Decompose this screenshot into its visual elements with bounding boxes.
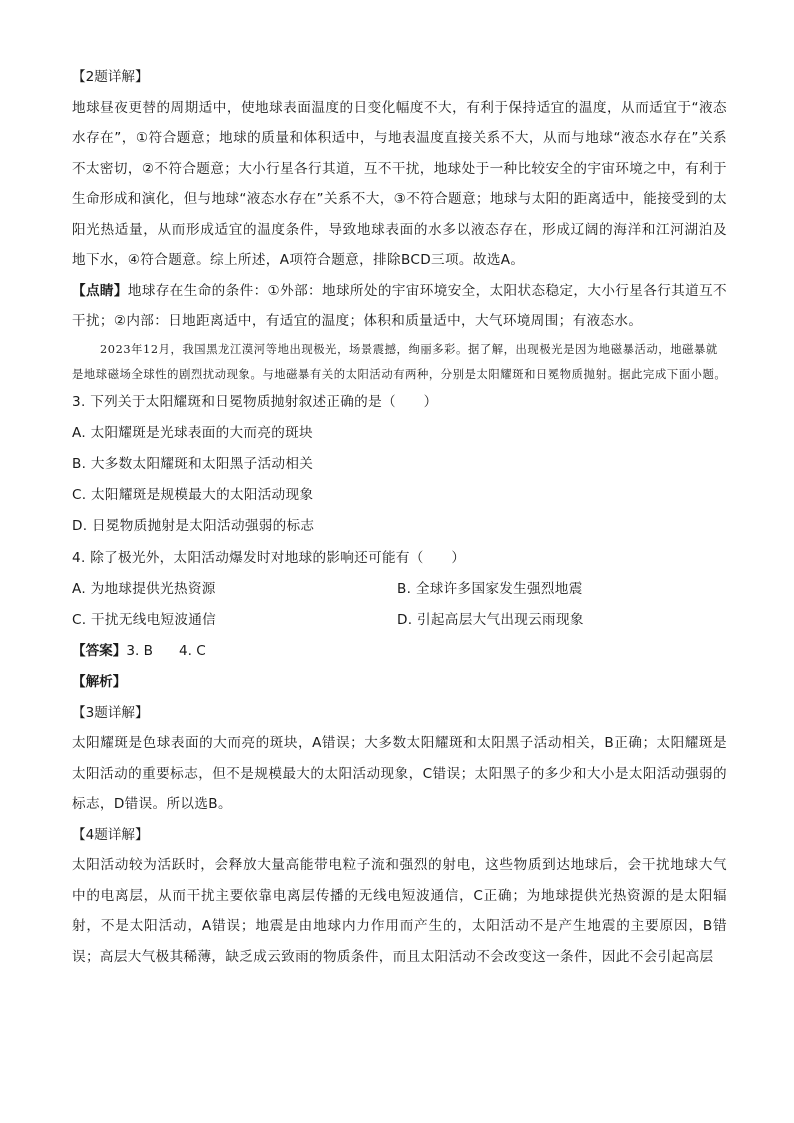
document-page xyxy=(72,62,727,972)
question-3-option-b: B. 大多数太阳耀斑和太阳黑子活动相关 xyxy=(72,455,314,472)
q2-detail-heading: 【2题详解】 xyxy=(72,69,149,85)
question-4-option-a: A. 为地球提供光热资源 xyxy=(72,580,216,597)
answer-label: 【答案】 xyxy=(72,643,127,660)
dianjing-note xyxy=(72,276,727,337)
answer-3: 3. B xyxy=(126,643,153,660)
question-4-options-row-2 xyxy=(72,605,727,636)
question-3-option-c: C. 太阳耀斑是规模最大的太阳活动现象 xyxy=(72,487,314,504)
question-3-option-d: D. 日冕物质抛射是太阳活动强弱的标志 xyxy=(72,518,315,535)
question-4-option-b: B. 全球许多国家发生强烈地震 xyxy=(397,580,583,597)
question-4-option-c: C. 干扰无线电短波通信 xyxy=(72,611,217,628)
q4-detail-heading: 【4题详解】 xyxy=(72,826,149,843)
q3-detail-heading: 【3题详解】 xyxy=(72,704,149,721)
answer-4: 4. C xyxy=(179,643,206,660)
q2-detail-text: 地球昼夜更替的周期适中，使地球表面温度的日变化幅度不大，有利于保持适宜的温度，从而适宜于“液态水存在”，①符合题意；地球的质量和体积适中，与地表温度直接关系不大，从而与地球“液态水存在”关系不太密切，②不符合题意；大小行星各行其道，互不干扰，地球处于一种比较安全的宇宙环境之中，有利于生命形成和演化，但与地球“液态水存在”关系不大，③不符合题意；地球与太阳的距离适中，能接受到的太阳光热适量，从而形成适宜的温度条件，导致地球表面的水多以液态存在，形成辽阔的海洋和江河湖泊及地下水，④符合题意。综上所述，A项符合题意，排除BCD三项。故选A。 xyxy=(72,99,727,268)
reading-passage: 2023年12月，我国黑龙江漠河等地出现极光，场景震撼，绚丽多彩。据了解，出现极光是因为地磁暴活动，地磁暴就是地球磁场全球性的剧烈扰动现象。与地磁暴有关的太阳活动有两种，分别是太阳耀斑和日冕物质抛射。据此完成下面小题。 xyxy=(72,342,727,381)
analysis-heading: 【解析】 xyxy=(72,674,127,691)
question-3-stem: 3. 下列关于太阳耀斑和日冕物质抛射叙述正确的是（ ） xyxy=(72,393,438,410)
dianjing-text: 地球存在生命的条件：①外部：地球所处的宇宙环境安全，太阳状态稳定，大小行星各行其道互不干扰；②内部：日地距离适中，有适宜的温度；体积和质量适中，大气环境周围；有液态水。 xyxy=(72,282,728,329)
question-4-stem: 4. 除了极光外，太阳活动爆发时对地球的影响还可能有（ ） xyxy=(72,549,466,566)
q3-detail-text: 太阳耀斑是色球表面的大而亮的斑块，A错误；大多数太阳耀斑和太阳黑子活动相关，B正确；太阳耀斑是太阳活动的重要标志，但不是规模最大的太阳活动现象，C错误；太阳黑子的多少和大小是太阳活动强弱的标志，D错误。所以选B。 xyxy=(72,735,727,813)
question-4-option-d: D. 引起高层大气出现云雨现象 xyxy=(397,611,584,628)
q4-detail-text: 太阳活动较为活跃时，会释放大量高能带电粒子流和强烈的射电，这些物质到达地球后，会干扰地球大气中的电离层，从而干扰主要依靠电离层传播的无线电短波通信，C正确；为地球提供光热资源的是太阳辐射，不是太阳活动，A错误；地震是由地球内力作用而产生的，太阳活动不是产生地震的主要原因，B错误；高层大气极其稀薄，缺乏成云致雨的物质条件，而且太阳活动不会改变这一条件，因此不会引起高层 xyxy=(72,857,727,965)
question-3-option-a: A. 太阳耀斑是光球表面的大而亮的斑块 xyxy=(72,424,313,441)
question-4-options-row-1 xyxy=(72,574,727,605)
dianjing-label: 【点睛】 xyxy=(72,282,128,299)
answer-line xyxy=(72,636,727,667)
